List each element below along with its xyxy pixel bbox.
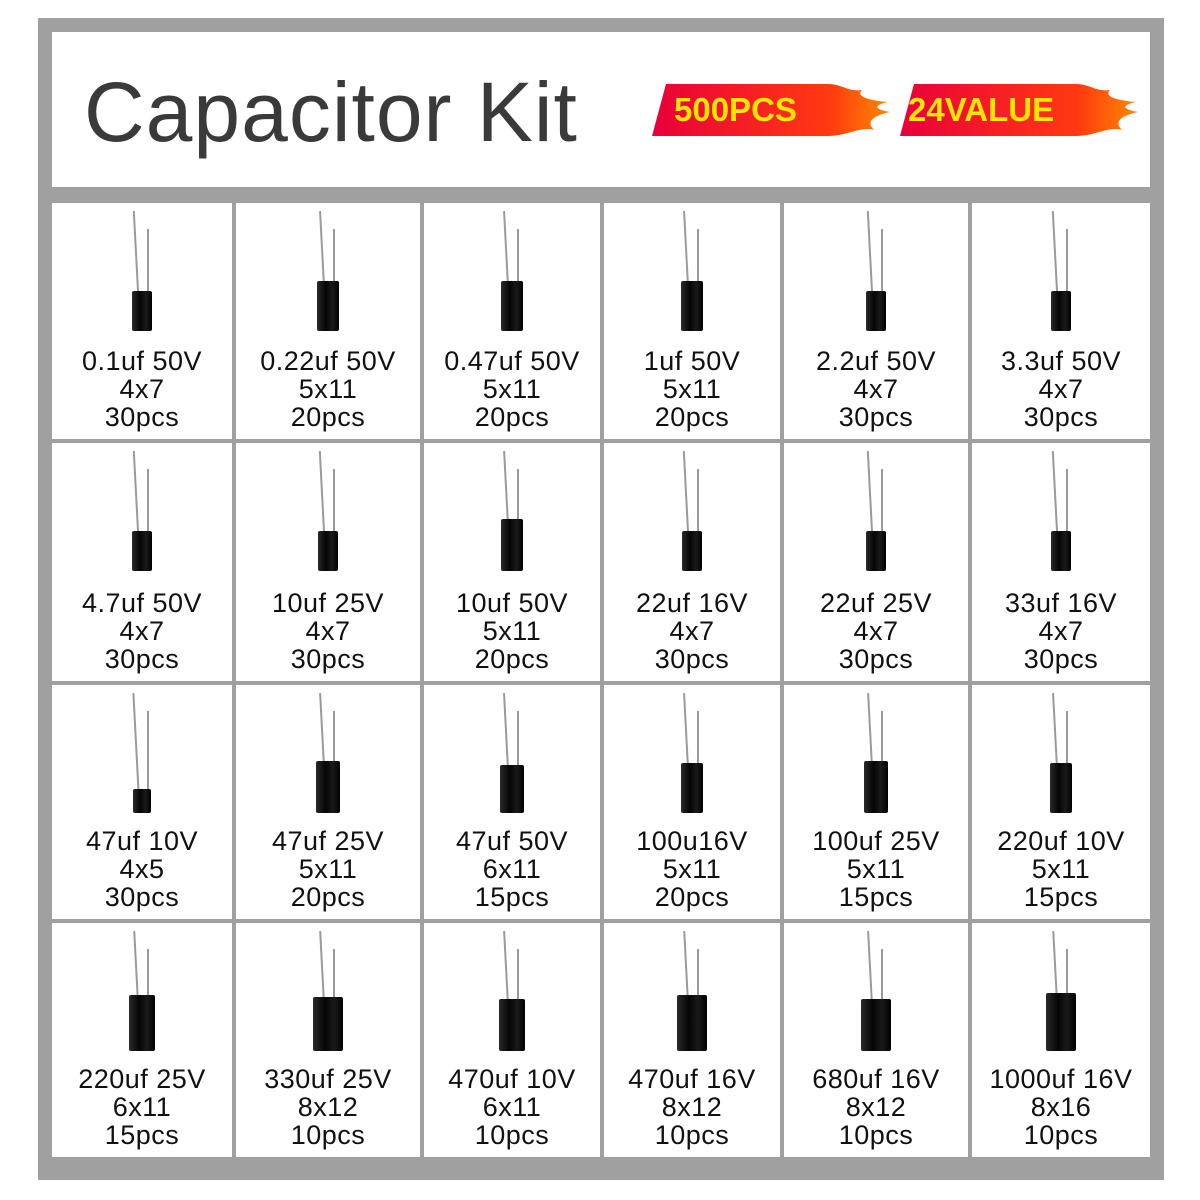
badge-pieces-text: 500PCS: [674, 91, 797, 128]
dimensions: 4x7: [1038, 616, 1084, 646]
capacitance-voltage: 470uf 16V: [628, 1064, 756, 1094]
capacitance-voltage: 47uf 10V: [85, 826, 199, 856]
capacitance-voltage: 0.47uf 50V: [444, 346, 580, 376]
capacitor-cell: [424, 203, 600, 439]
dimensions: 5x11: [298, 854, 358, 884]
capacitance-voltage: 100u16V: [636, 826, 748, 856]
lead-wire: [132, 693, 139, 793]
quantity: 20pcs: [290, 882, 366, 912]
capacitor-body: [866, 531, 886, 571]
lead-wire: [133, 931, 139, 999]
lead-wire: [1052, 211, 1058, 295]
capacitor-body: [1051, 531, 1071, 571]
capacitor-image: [681, 693, 703, 813]
capacitor-image: [866, 211, 886, 331]
capacitor-label: [236, 827, 420, 911]
dimensions: 4x7: [119, 616, 165, 646]
quantity: 30pcs: [290, 644, 366, 674]
lead-wire: [133, 451, 139, 535]
capacitor-grid: [52, 203, 1150, 1165]
capacitor-label: [784, 347, 968, 431]
capacitor-body: [316, 761, 340, 813]
capacitor-image: [866, 451, 886, 571]
capacitor-cell: [972, 203, 1150, 439]
capacitor-image: [316, 693, 340, 813]
capacitance-voltage: 22uf 25V: [819, 588, 933, 618]
capacitor-body: [681, 281, 703, 331]
capacitor-body: [682, 531, 702, 571]
capacitance-voltage: 680uf 16V: [812, 1064, 940, 1094]
capacitor-label: [604, 589, 780, 673]
dimensions: 5x11: [298, 374, 358, 404]
capacitor-cell: [424, 443, 600, 681]
dimensions: 8x16: [1030, 1092, 1092, 1122]
quantity: 20pcs: [290, 402, 366, 432]
capacitor-label: [784, 1065, 968, 1149]
capacitor-image: [1051, 451, 1071, 571]
quantity: 15pcs: [474, 882, 550, 912]
quantity: 15pcs: [838, 882, 914, 912]
capacitor-label: [604, 347, 780, 431]
quantity: 15pcs: [1023, 882, 1099, 912]
lead-wire: [867, 931, 873, 1003]
capacitor-label: [424, 347, 600, 431]
quantity: 20pcs: [654, 402, 730, 432]
lead-wire: [503, 693, 509, 769]
capacitor-label: [972, 827, 1150, 911]
capacitor-image: [132, 451, 152, 571]
capacitor-cell: [604, 443, 780, 681]
capacitor-label: [784, 589, 968, 673]
lead-wire: [1052, 693, 1058, 767]
dimensions: 4x7: [1038, 374, 1084, 404]
capacitance-voltage: 22uf 16V: [635, 588, 749, 618]
capacitor-body: [501, 281, 523, 331]
dimensions: 4x7: [853, 616, 899, 646]
lead-wire: [867, 451, 873, 535]
capacitor-cell: [236, 685, 420, 919]
lead-wire: [319, 211, 325, 285]
lead-wire: [319, 451, 325, 535]
capacitor-label: [236, 1065, 420, 1149]
quantity: 30pcs: [104, 882, 180, 912]
capacitance-voltage: 0.1uf 50V: [81, 346, 203, 376]
capacitor-image: [318, 451, 338, 571]
capacitor-label: [236, 589, 420, 673]
quantity: 20pcs: [474, 402, 550, 432]
capacitance-voltage: 330uf 25V: [264, 1064, 392, 1094]
capacitor-body: [1051, 291, 1071, 331]
dimensions: 8x12: [845, 1092, 907, 1122]
quantity: 20pcs: [654, 882, 730, 912]
capacitance-voltage: 2.2uf 50V: [815, 346, 937, 376]
capacitor-image: [313, 931, 343, 1051]
lead-wire: [133, 211, 139, 295]
dimensions: 4x7: [305, 616, 351, 646]
dimensions: 4x7: [669, 616, 715, 646]
quantity: 30pcs: [838, 402, 914, 432]
capacitor-body: [677, 995, 707, 1051]
capacitor-body: [866, 291, 886, 331]
capacitor-image: [681, 211, 703, 331]
lead-wire: [147, 711, 149, 801]
dimensions: 8x12: [661, 1092, 723, 1122]
capacitor-body: [500, 765, 524, 813]
capacitor-image: [1046, 931, 1076, 1051]
capacitor-image: [861, 931, 891, 1051]
lead-wire: [683, 451, 689, 535]
quantity: 30pcs: [654, 644, 730, 674]
capacitance-voltage: 220uf 25V: [78, 1064, 206, 1094]
capacitor-image: [1050, 693, 1072, 813]
capacitor-cell: [784, 685, 968, 919]
capacitor-body: [317, 281, 339, 331]
capacitor-cell: [784, 203, 968, 439]
capacitance-voltage: 0.22uf 50V: [260, 346, 396, 376]
capacitor-label: [424, 589, 600, 673]
capacitance-voltage: 220uf 10V: [997, 826, 1125, 856]
capacitor-cell: [604, 923, 780, 1157]
dimensions: 5x11: [846, 854, 906, 884]
dimensions: 5x11: [1031, 854, 1091, 884]
capacitor-label: [604, 827, 780, 911]
capacitor-cell: [972, 923, 1150, 1157]
lead-wire: [867, 211, 873, 295]
lead-wire: [503, 211, 509, 285]
capacitor-cell: [972, 443, 1150, 681]
capacitor-label: [784, 827, 968, 911]
capacitance-voltage: 4.7uf 50V: [81, 588, 203, 618]
quantity: 10pcs: [838, 1120, 914, 1150]
capacitor-cell: [52, 923, 232, 1157]
capacitor-label: [236, 347, 420, 431]
capacitance-voltage: 33uf 16V: [1004, 588, 1118, 618]
capacitor-body: [499, 999, 525, 1051]
dimensions: 5x11: [662, 374, 722, 404]
capacitor-cell: [52, 685, 232, 919]
quantity: 30pcs: [838, 644, 914, 674]
capacitor-image: [677, 931, 707, 1051]
quantity: 10pcs: [654, 1120, 730, 1150]
capacitance-voltage: 1000uf 16V: [989, 1064, 1133, 1094]
capacitor-image: [1051, 211, 1071, 331]
dimensions: 4x7: [119, 374, 165, 404]
capacitor-image: [317, 211, 339, 331]
dimensions: 6x11: [112, 1092, 172, 1122]
capacitor-image: [501, 211, 523, 331]
dimensions: 6x11: [482, 854, 542, 884]
capacitor-label: [972, 589, 1150, 673]
capacitance-voltage: 1uf 50V: [643, 346, 741, 376]
capacitor-cell: [424, 923, 600, 1157]
capacitor-image: [682, 451, 702, 571]
badge-pieces: [652, 80, 892, 140]
lead-wire: [503, 451, 509, 523]
lead-wire: [319, 693, 325, 765]
capacitor-label: [972, 347, 1150, 431]
capacitor-image: [864, 693, 888, 813]
quantity: 10pcs: [290, 1120, 366, 1150]
dimensions: 4x5: [119, 854, 165, 884]
capacitor-body: [681, 763, 703, 813]
capacitance-voltage: 3.3uf 50V: [1000, 346, 1122, 376]
capacitor-cell: [604, 203, 780, 439]
quantity: 10pcs: [1023, 1120, 1099, 1150]
capacitor-body: [132, 531, 152, 571]
capacitor-label: [604, 1065, 780, 1149]
capacitor-label: [52, 827, 232, 911]
capacitor-cell: [972, 685, 1150, 919]
capacitor-body: [501, 519, 523, 571]
capacitance-voltage: 47uf 50V: [455, 826, 569, 856]
capacitor-body: [129, 995, 155, 1051]
capacitor-label: [52, 347, 232, 431]
quantity: 20pcs: [474, 644, 550, 674]
lead-wire: [683, 931, 689, 999]
capacitor-cell: [424, 685, 600, 919]
lead-wire: [1052, 931, 1057, 997]
capacitor-image: [499, 931, 525, 1051]
capacitor-body: [132, 291, 152, 331]
lead-wire: [503, 931, 509, 1003]
capacitance-voltage: 100uf 25V: [812, 826, 940, 856]
dimensions: 6x11: [482, 1092, 542, 1122]
capacitor-image: [500, 693, 524, 813]
dimensions: 4x7: [853, 374, 899, 404]
dimensions: 5x11: [662, 854, 722, 884]
capacitor-image: [129, 931, 155, 1051]
page-title: Capacitor Kit: [84, 65, 578, 159]
capacitor-body: [318, 531, 338, 571]
capacitor-image: [501, 451, 523, 571]
capacitance-voltage: 10uf 50V: [455, 588, 569, 618]
capacitor-body: [1046, 993, 1076, 1051]
quantity: 15pcs: [104, 1120, 180, 1150]
lead-wire: [1052, 451, 1058, 535]
lead-wire: [867, 693, 873, 765]
capacitor-cell: [236, 203, 420, 439]
capacitor-cell: [236, 443, 420, 681]
capacitor-cell: [52, 203, 232, 439]
dimensions: 5x11: [482, 374, 542, 404]
capacitor-cell: [52, 443, 232, 681]
capacitor-cell: [784, 443, 968, 681]
capacitor-label: [52, 1065, 232, 1149]
capacitor-body: [133, 789, 151, 813]
capacitor-label: [424, 827, 600, 911]
capacitor-image: [132, 211, 152, 331]
capacitor-body: [313, 997, 343, 1051]
lead-wire: [683, 693, 689, 767]
lead-wire: [319, 931, 325, 1001]
lead-wire: [683, 211, 689, 285]
capacitor-image: [133, 693, 151, 813]
capacitor-body: [864, 761, 888, 813]
quantity: 30pcs: [104, 644, 180, 674]
capacitor-cell: [784, 923, 968, 1157]
badge-values-text: 24VALUE: [908, 91, 1055, 128]
quantity: 30pcs: [1023, 402, 1099, 432]
capacitor-label: [52, 589, 232, 673]
capacitor-label: [972, 1065, 1150, 1149]
capacitance-voltage: 470uf 10V: [448, 1064, 576, 1094]
capacitance-voltage: 10uf 25V: [271, 588, 385, 618]
dimensions: 8x12: [297, 1092, 359, 1122]
quantity: 30pcs: [104, 402, 180, 432]
capacitor-body: [1050, 763, 1072, 813]
capacitor-cell: [604, 685, 780, 919]
quantity: 10pcs: [474, 1120, 550, 1150]
quantity: 30pcs: [1023, 644, 1099, 674]
capacitor-body: [861, 999, 891, 1051]
capacitance-voltage: 47uf 25V: [271, 826, 385, 856]
badge-values: [900, 80, 1140, 140]
dimensions: 5x11: [482, 616, 542, 646]
capacitor-cell: [236, 923, 420, 1157]
capacitor-label: [424, 1065, 600, 1149]
